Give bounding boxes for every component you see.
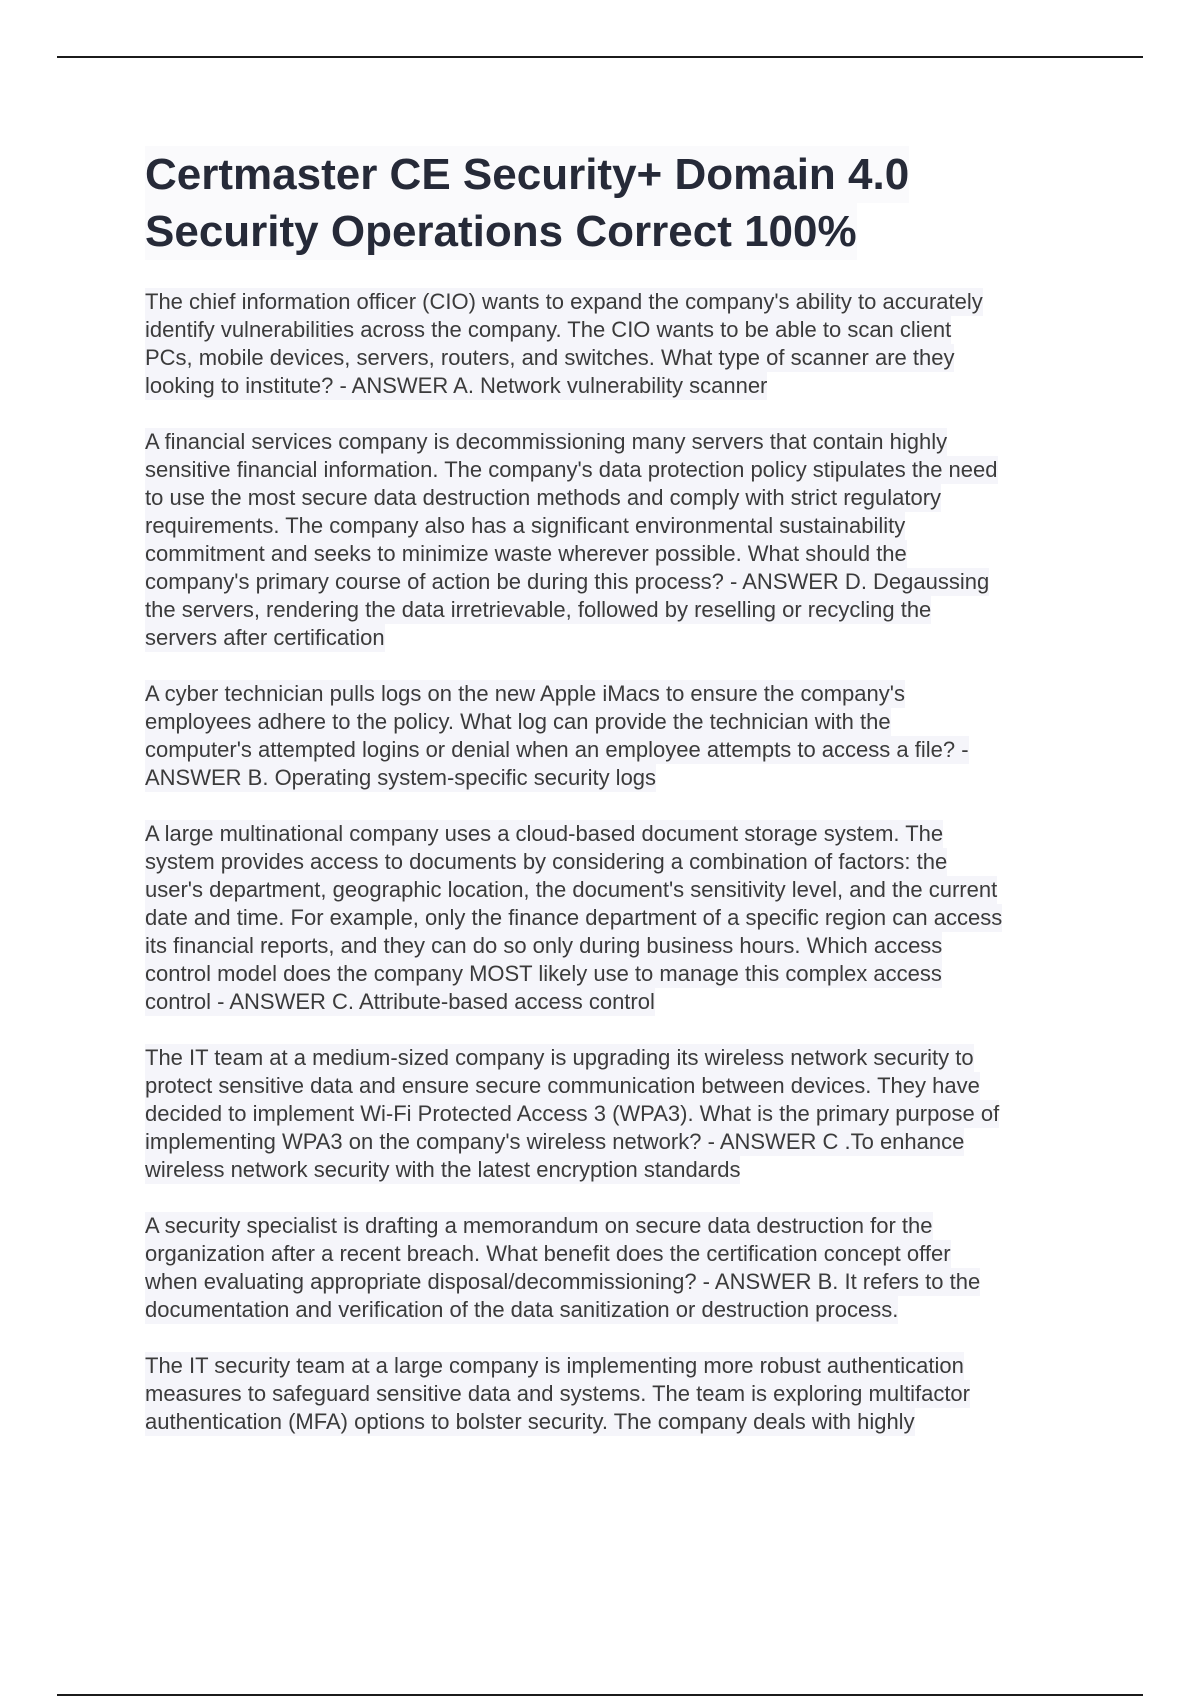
qa-text-line: company's primary course of action be during this process? - ANSWER D. Degaussing — [145, 569, 990, 594]
qa-text-line: servers after certification — [145, 625, 385, 650]
qa-item — [145, 428, 1095, 652]
qa-text-line: user's department, geographic location, the document's sensitivity level, and the current — [145, 877, 998, 902]
qa-text-line: sensitive financial information. The company's data protection policy stipulates the need — [145, 457, 998, 482]
qa-text-line: authentication (MFA) options to bolster security. The company deals with highly — [145, 1409, 915, 1434]
qa-text-line: ANSWER B. Operating system-specific security logs — [145, 765, 657, 790]
qa-item — [145, 820, 1095, 1016]
qa-text-line: organization after a recent breach. What benefit does the certification concept offer — [145, 1241, 951, 1266]
qa-text-line: The IT security team at a large company is implementing more robust authentication — [145, 1353, 964, 1378]
document-body — [145, 146, 1095, 1464]
qa-text-line: The IT team at a medium-sized company is upgrading its wireless network security to — [145, 1045, 974, 1070]
qa-text-line: to use the most secure data destruction methods and comply with strict regulatory — [145, 485, 942, 510]
qa-text-line: A financial services company is decommissioning many servers that contain highly — [145, 429, 948, 454]
qa-text-line: date and time. For example, only the finance department of a specific region can access — [145, 905, 1003, 930]
qa-text-line: measures to safeguard sensitive data and systems. The team is exploring multifactor — [145, 1381, 970, 1406]
qa-item — [145, 680, 1095, 792]
qa-text-line: decided to implement Wi-Fi Protected Access 3 (WPA3). What is the primary purpose of — [145, 1101, 1000, 1126]
title-line: Certmaster CE Security+ Domain 4.0 — [145, 146, 909, 203]
qa-item — [145, 1044, 1095, 1184]
document-title — [145, 146, 1095, 260]
qa-text-line: the servers, rendering the data irretrievable, followed by reselling or recycling the — [145, 597, 932, 622]
qa-text-line: documentation and verification of the data sanitization or destruction process. — [145, 1297, 899, 1322]
qa-text-line: control - ANSWER C. Attribute-based access control — [145, 989, 655, 1014]
qa-text-line: PCs, mobile devices, servers, routers, and switches. What type of scanner are they — [145, 345, 955, 370]
qa-item — [145, 1352, 1095, 1436]
qa-text-line: A cyber technician pulls logs on the new Apple iMacs to ensure the company's — [145, 681, 905, 706]
qa-text-line: protect sensitive data and ensure secure communication between devices. They have — [145, 1073, 980, 1098]
qa-text-line: commitment and seeks to minimize waste wherever possible. What should the — [145, 541, 907, 566]
qa-text-line: looking to institute? - ANSWER A. Network vulnerability scanner — [145, 373, 768, 398]
qa-text-line: wireless network security with the latest encryption standards — [145, 1157, 741, 1182]
qa-item — [145, 288, 1095, 400]
title-line: Security Operations Correct 100% — [145, 203, 857, 260]
qa-text-line: computer's attempted logins or denial when an employee attempts to access a file? - — [145, 737, 969, 762]
qa-text-line: A large multinational company uses a cloud-based document storage system. The — [145, 821, 944, 846]
qa-text-line: implementing WPA3 on the company's wireless network? - ANSWER C .To enhance — [145, 1129, 965, 1154]
top-rule — [57, 56, 1143, 58]
qa-text-line: identify vulnerabilities across the company. The CIO wants to be able to scan client — [145, 317, 952, 342]
qa-text-line: its financial reports, and they can do so only during business hours. Which access — [145, 933, 943, 958]
qa-item — [145, 1212, 1095, 1324]
bottom-rule — [57, 1694, 1143, 1696]
qa-text-line: control model does the company MOST likely use to manage this complex access — [145, 961, 942, 986]
qa-text-line: The chief information officer (CIO) wants to expand the company's ability to accurately — [145, 289, 983, 314]
qa-list — [145, 288, 1095, 1436]
qa-text-line: A security specialist is drafting a memorandum on secure data destruction for the — [145, 1213, 933, 1238]
qa-text-line: system provides access to documents by considering a combination of factors: the — [145, 849, 948, 874]
qa-text-line: employees adhere to the policy. What log can provide the technician with the — [145, 709, 891, 734]
qa-text-line: when evaluating appropriate disposal/decommissioning? - ANSWER B. It refers to the — [145, 1269, 981, 1294]
qa-text-line: requirements. The company also has a significant environmental sustainability — [145, 513, 906, 538]
